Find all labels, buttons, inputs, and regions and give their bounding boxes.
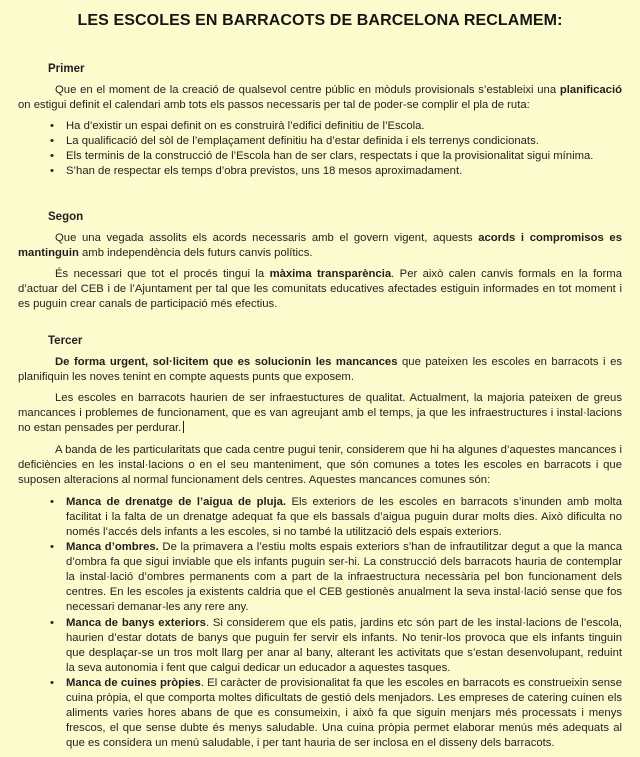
bullet-body: . El caràcter de provisionalitat fa que les escoles en barracots es construeixin sense cuina pròpia, el que comporta moltes dificultats de gestió dels menjadors. Les empreses de catering cuinen els aliments varies hores abans de que es consumeixin, i això fa que siguin menjars més processats i menys frescos, el que sense dubte és menys saludable. Una cuina pròpia permet elaborar menús més adequats al que es considera un menú saludable, i per tant hauria de ser inclosa en el disseny dels barracots. [66,676,622,750]
tercer-paragraph-1 [18,355,622,385]
bullet-lead: Manca d’ombres. [66,541,159,554]
bullet-body: Els exteriors de les escoles en barracots s’inunden amb molta facilitat i la falta de un drenatge adequat fa que els bassals d’aigua puguin durar molts dies. Això dificulta no només l’accés dels infants a les escoles, si no també la utilització dels espais exteriors. [66,495,622,538]
segon-paragraph-2 [18,267,622,312]
bullet-text: La qualificació del sòl de l’emplaçament definitiu ha d’estar definida i els terrenys condicionats. [66,135,539,148]
bullet-item [48,495,622,540]
tercer-paragraph-2 [18,391,622,436]
segon-p2-post: . Per això calen canvis formals en la forma d’actuar del CEB i de l’Ajuntament per tal que les comunitats educatives afectades estiguin informades en tot moment i es puguin crear canals de participació més efectius. [18,267,622,310]
bullet-item [48,540,622,615]
bullet-body: De la primavera a l’estiu molts espais exteriors s’han de infrautilitzar degut a que la manca d’ombra fa que sigui inviable que els infants puguin ser-hi. La construcció dels barracots hauria de contemplar la instal·lació d’ombres permanents com a part de la infraestructura necessària pel bon funcionament dels centres. En les escoles ja existents caldria que el CEB gestionès anualment la seva instal·lació sense que fos necessari demanar-les any rere any. [66,541,622,614]
text-cursor [183,421,184,433]
section-heading-primer: Primer [48,63,85,75]
section-heading-segon: Segon [48,210,84,223]
bullet-lead: Manca de banys exteriors [66,616,206,629]
tercer-p2-text: Les escoles en barracots haurien de ser infraestuctures de qualitat. Actualment, la majoria pateixen de greus mancances i problemes de funcionament, que es van agreujant amb el temps, ja que les infraestructures i instal·lacions no estan pensades per perdurar. [18,392,622,435]
bullet-text: Els terminis de la construcció de l’Escola han de ser clars, respectats i que la provisionalitat sigui mínima. [66,150,594,163]
bullet-item [48,164,622,179]
tercer-p1-bold: De forma urgent, sol·licitem que es solucionin les mancances [55,356,398,369]
tercer-p1-post: que pateixen les escoles en barracots i es planifiquin les noves tenint en compte aquests punts que exposem. [18,356,622,384]
tercer-bullet-list [18,495,622,752]
segon-paragraph-1 [18,231,622,261]
bullet-item [48,676,622,751]
segon-p1-pre: Que una vegada assolits els acords necessaris amb el govern vigent, aquests [55,231,479,244]
bullet-item [48,119,622,134]
segon-p2-pre: És necessari que tot el procés tingui la [55,267,270,280]
primer-bullet-list [18,119,622,179]
primer-intro-post: on estigui definit el calendari amb tots els passos necessaris per tal de poder-se complir el pla de ruta: [18,99,530,112]
tercer-paragraph-3 [18,443,622,488]
bullet-text: Ha d’existir un espai definit on es construirà l’edifici definitiu de l’Escola. [66,120,425,133]
bullet-body: . Si considerem que els patis, jardins etc són part de les instal·lacions de l’escola, haurien d’estar dotats de banys que puguin fer servir els infants. No tenir-los provoca que els infants tinguin que desplaçar-se un tros molt llarg per anar al bany, alterant les activitats que s’estan desenvolupant, reduint la seva autonomia i fent que calgui dedicar un educador a aquestes tasques. [66,616,622,674]
segon-p1-bold: acords i compromisos es mantinguin [18,231,622,259]
bullet-lead: Manca de drenatge de l’aigua de pluja. [66,495,287,508]
bullet-item [48,149,622,164]
bullet-item [48,616,622,676]
bullet-lead: Manca de cuines pròpies [66,676,201,689]
tercer-p3-text: A banda de les particularitats que cada centre pugui tenir, considerem que hi ha algunes d’aquestes mancances i deficiències en les instal·lacions o en el seu manteniment, que són comunes a totes les escoles en barracots i que suposen alteracions al normal funcionament dels centres. Aquestes mancances comunes són: [18,443,622,486]
document-title: LES ESCOLES EN BARRACOTS DE BARCELONA RECLAMEM: [77,12,563,29]
primer-intro-pre: Que en el moment de la creació de qualsevol centre públic en mòduls provisionals s’estableixi una [55,84,560,96]
bullet-item [48,134,622,149]
segon-p2-bold: màxima transparència [269,267,392,280]
primer-intro-paragraph [18,83,622,113]
segon-p1-post: amb independència dels futurs canvis polítics. [78,246,313,259]
bullet-text: S’han de respectar els temps d’obra previstos, uns 18 mesos aproximadament. [66,165,463,178]
primer-intro-bold: planificació [559,84,622,96]
section-heading-tercer: Tercer [48,335,83,348]
